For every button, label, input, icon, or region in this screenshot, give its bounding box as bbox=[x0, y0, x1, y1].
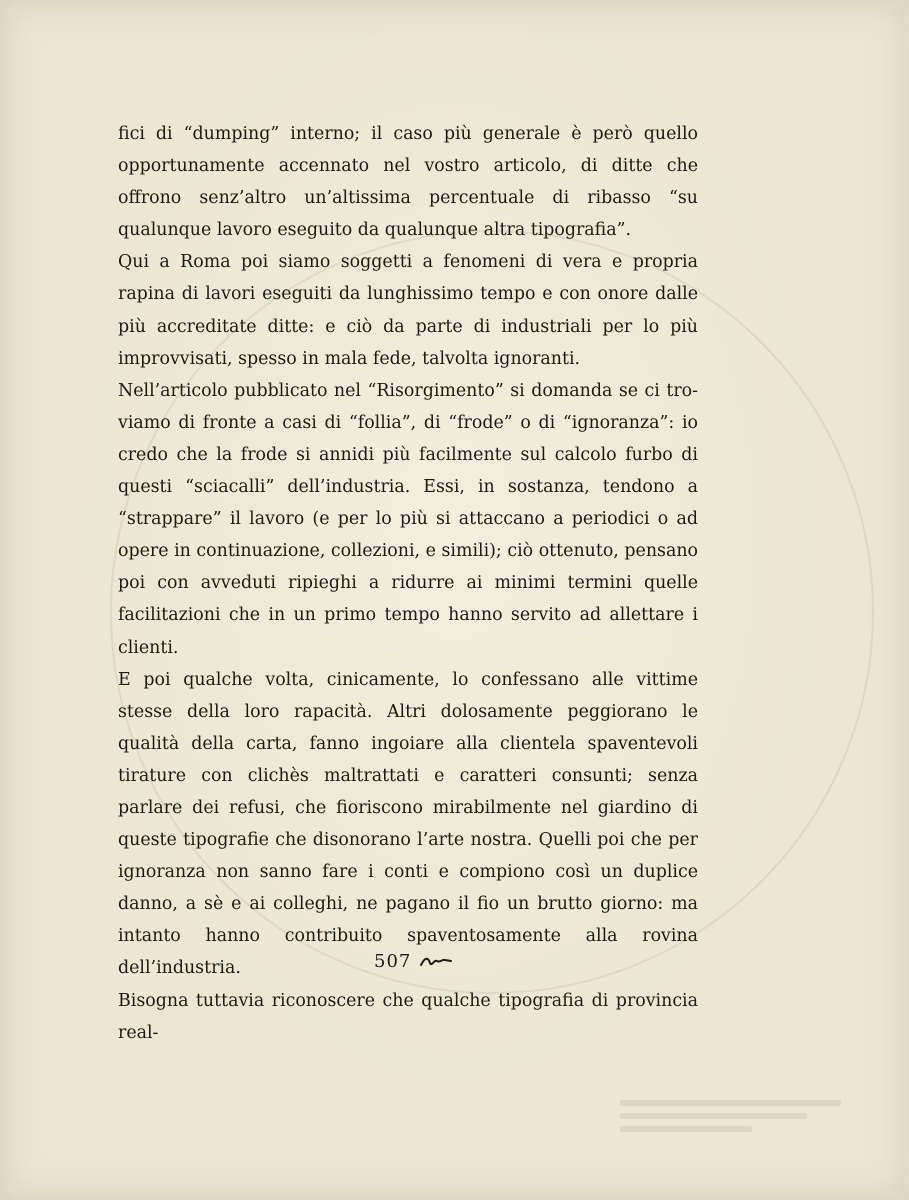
flourish-icon bbox=[419, 955, 453, 969]
page-number bbox=[374, 951, 454, 981]
faded-stamp bbox=[620, 1100, 860, 1160]
paragraph: Bisogna tuttavia riconoscere che qualche tipografia di provincia real- bbox=[118, 990, 698, 1043]
page-number-text: 507 bbox=[374, 951, 412, 972]
paragraph: Nell’articolo pubblicato nel “Risorgimento” si domanda se ci troviamo di fronte a casi di “follia”, di “frode” o di “ignoranza”: io credo che la frode si annidi più facilmente sul calcolo furbo di questi “sciacalli” dell’industria. Essi, in sostanza, tendono a “strappare” il lavoro (e per lo più si attaccano a periodici o ad opere in continuazione, collezioni, e simili); ciò ottenuto, pensano poi con avveduti ripieghi a ridurre ai minimi termini quelle facilitazioni che in un primo tempo hanno servito ad allettare i clienti. bbox=[118, 380, 698, 658]
paragraph: E poi qualche volta, cinicamente, lo confessano alle vittime stesse della loro rapacità. Altri dolosamente peggiorano le qualità della carta, fanno ingoiare alla clientela spaventevoli tirature con clichès maltrattati e caratteri consunti; senza parlare dei refusi, che fioriscono mirabilmente nel giardino di queste tipografie che disonorano l’arte nostra. Quelli poi che per ignoranza non sanno fare i conti e compiono così un duplice danno, a sè e ai colleghi, ne pagano il fio un brutto giorno: ma intanto hanno contribuito spaventosamente alla rovina dell’industria. bbox=[118, 669, 698, 979]
body-text bbox=[118, 118, 698, 1049]
paragraph: fici di “dumping” interno; il caso più generale è però quello opportunamente accennato nel vostro articolo, di ditte che offrono senz’altro un’altissima percentuale di ribasso “su qualunque lavoro eseguito da qualunque altra tipografia”. bbox=[118, 124, 698, 241]
paragraph: Qui a Roma poi siamo soggetti a fenomeni di vera e propria rapina di lavori eseguiti da lunghissimo tempo e con onore dalle più accreditate ditte: e ciò da parte di industriali per lo più improvvisati, spesso in mala fede, talvolta ignoranti. bbox=[118, 252, 698, 369]
